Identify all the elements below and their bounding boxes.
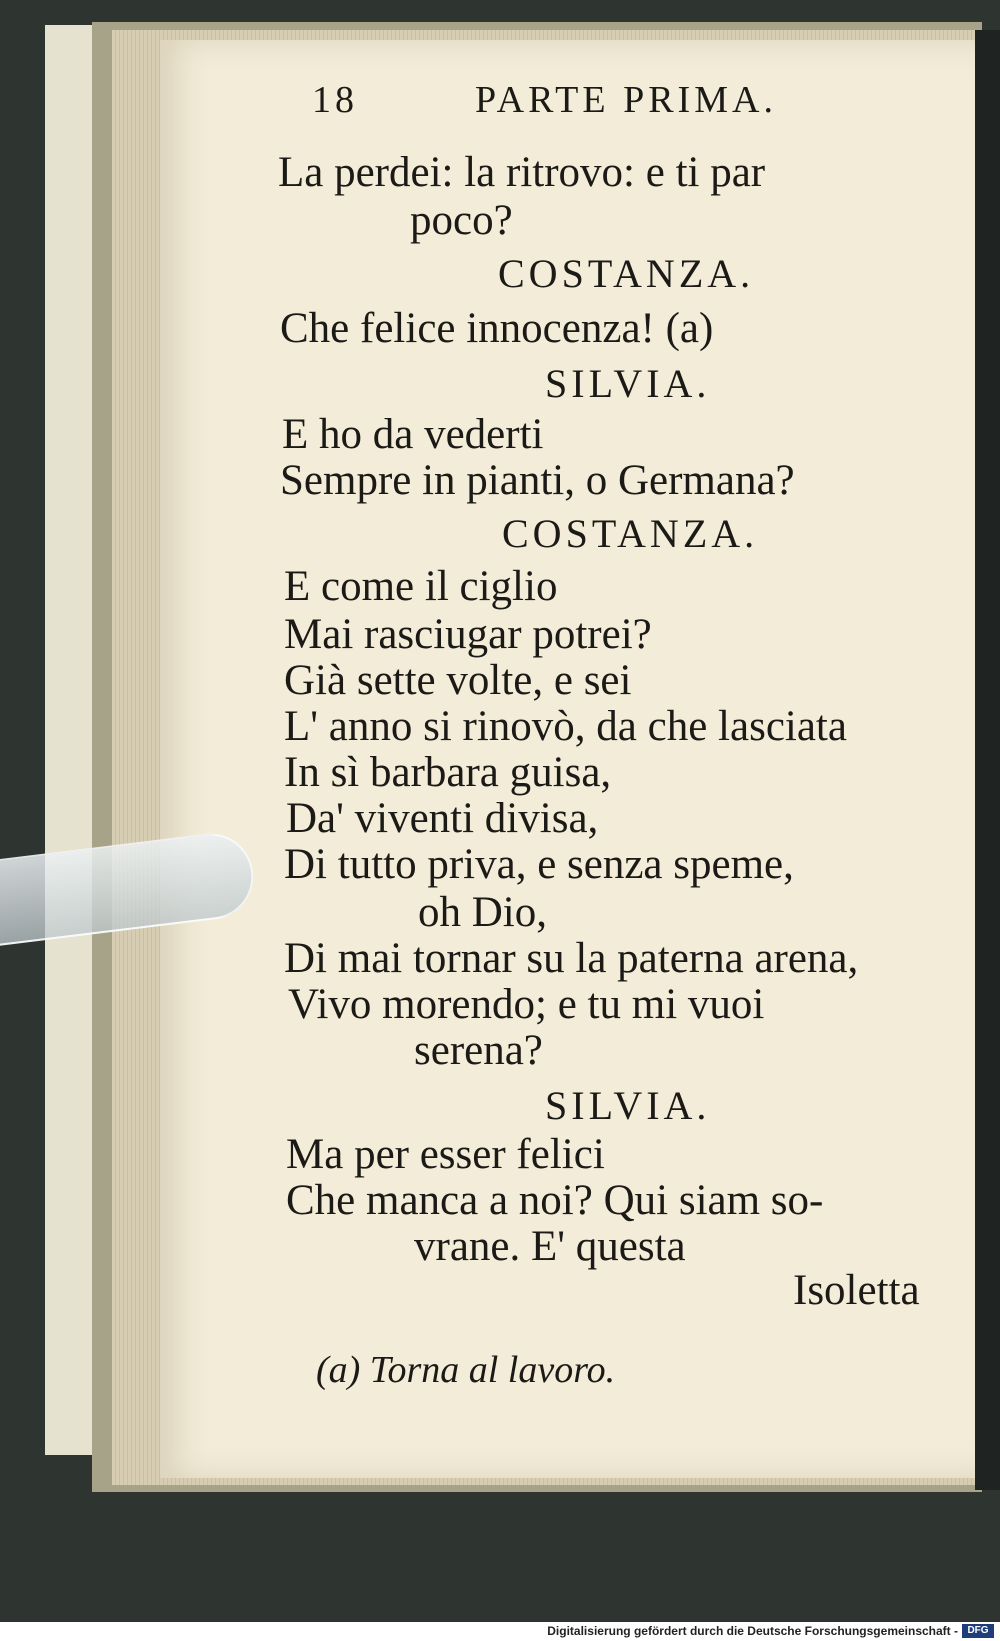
verse-line: Di tutto priva, e senza speme, (284, 841, 794, 888)
verse-line: oh Dio, (418, 889, 547, 936)
verse-line: In sì barbara guisa, (284, 749, 612, 796)
dfg-logo-icon: DFG (962, 1624, 994, 1638)
speaker-name: COSTANZA. (498, 251, 755, 296)
page-number: 18 (312, 79, 358, 121)
verse-line: poco? (410, 197, 513, 244)
verse-line: Sempre in pianti, o Germana? (280, 457, 795, 504)
verse-line: La perdei: la ritrovo: e ti par (278, 149, 766, 196)
scan-background (975, 30, 1000, 1490)
running-title: PARTE PRIMA. (475, 79, 777, 121)
verse-line: Mai rasciugar potrei? (284, 611, 652, 658)
verse-line: E ho da vederti (282, 411, 544, 458)
verse-line: serena? (414, 1027, 543, 1074)
verse-line: L' anno si rinovò, da che lasciata (284, 703, 847, 750)
verse-line: Che manca a noi? Qui siam so- (286, 1177, 824, 1224)
funding-credit: Digitalisierung gefördert durch die Deutsche Forschungsgemeinschaft - (547, 1624, 958, 1638)
verse-line: Che felice innocenza! (a) (280, 305, 714, 352)
verse-line: Già sette volte, e sei (284, 657, 632, 704)
verse-line: Ma per esser felici (286, 1131, 605, 1178)
footnote: (a) Torna al lavoro. (316, 1349, 616, 1391)
verse-line: Vivo morendo; e tu mi vuoi (288, 981, 765, 1028)
verse-line: vrane. E' questa (414, 1223, 686, 1270)
verse-line: E come il ciglio (284, 563, 558, 610)
speaker-name: SILVIA. (545, 1083, 711, 1128)
verse-line: Da' viventi divisa, (286, 795, 599, 842)
speaker-name: COSTANZA. (502, 511, 759, 556)
verse-line: Di mai tornar su la paterna arena, (284, 935, 859, 982)
catchword: Isoletta (793, 1267, 920, 1314)
speaker-name: SILVIA. (545, 361, 711, 406)
